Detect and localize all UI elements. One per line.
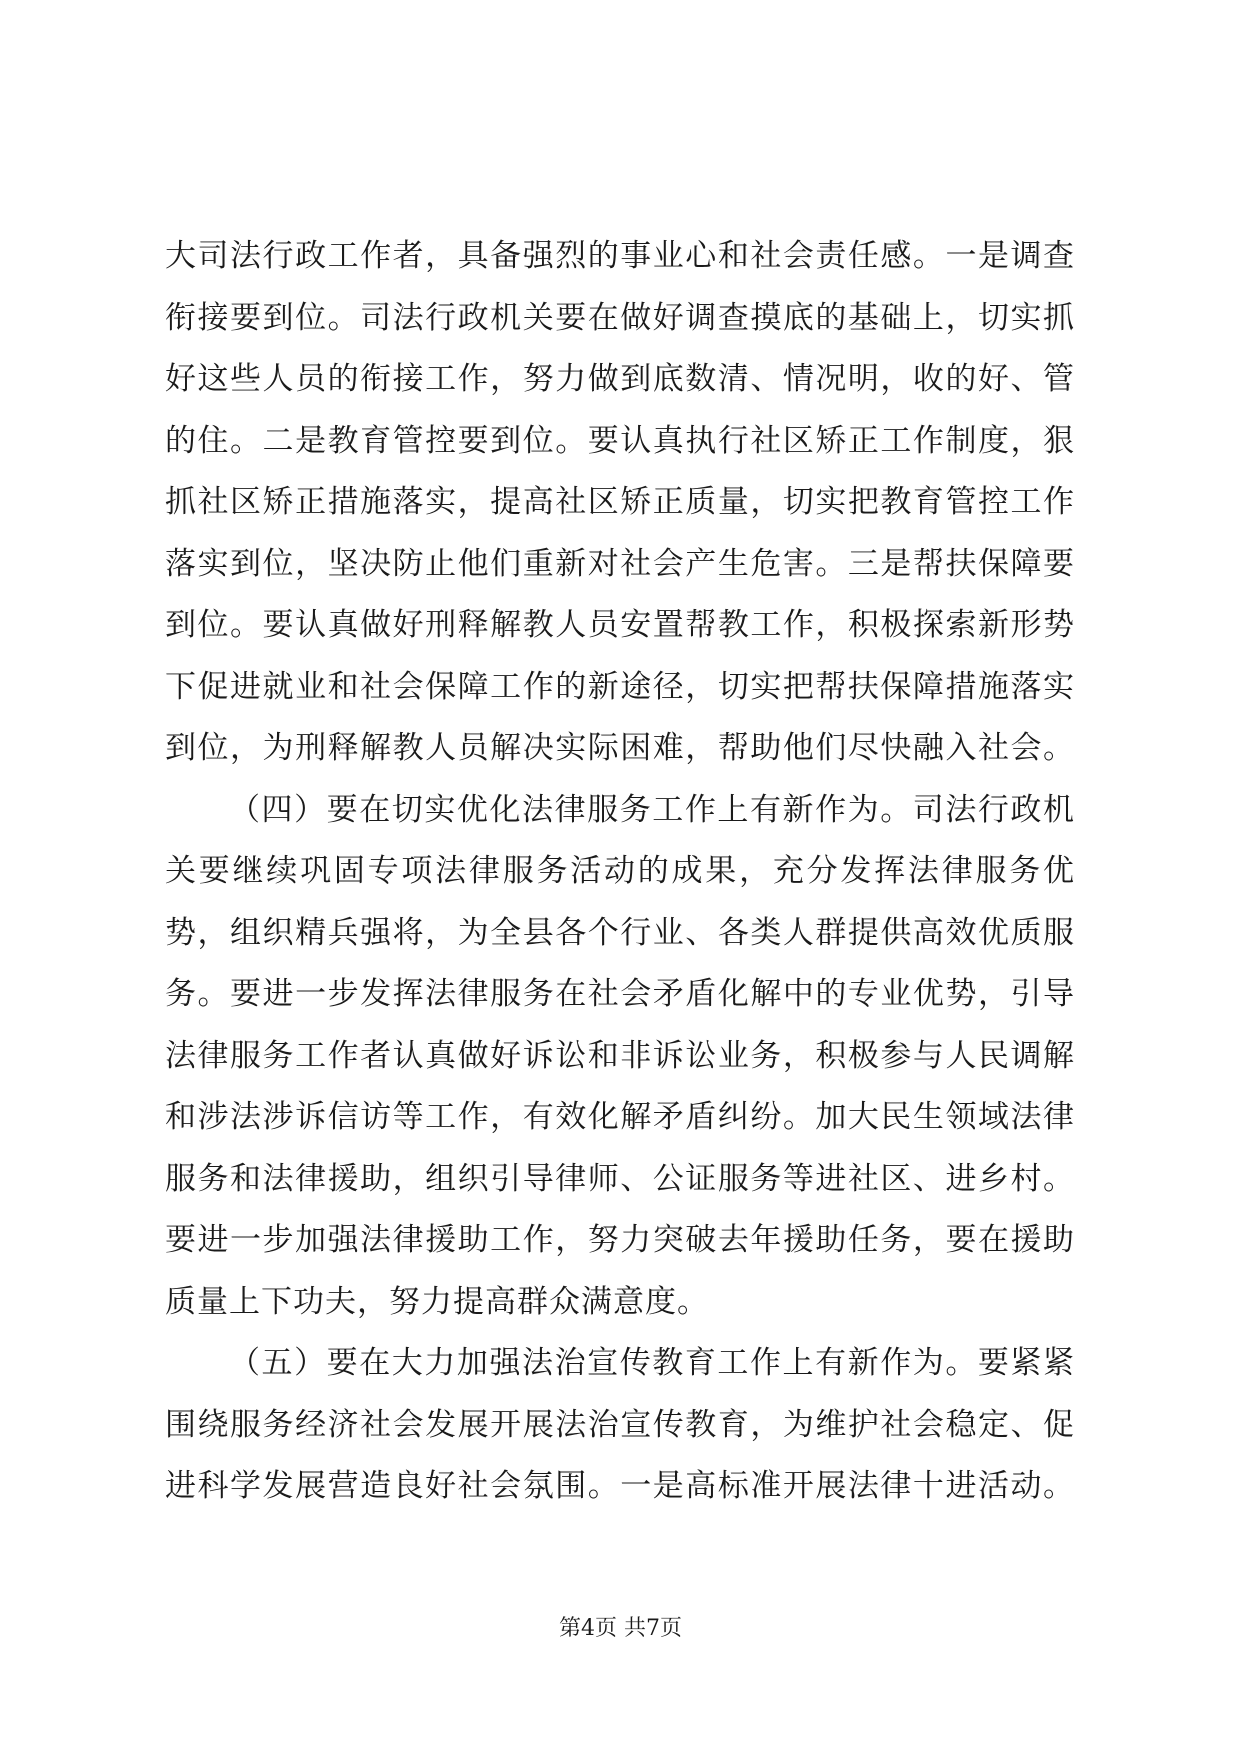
document-body <box>165 226 1075 1518</box>
paragraph-section-five: （五）要在大力加强法治宣传教育工作上有新作为。要紧紧围绕服务经济社会发展开展法治宣传教育，为维护社会稳定、促进科学发展营造良好社会氛围。一是高标准开展法律十进活动。 <box>165 1345 1075 1504</box>
paragraph-section-four: （四）要在切实优化法律服务工作上有新作为。司法行政机关要继续巩固专项法律服务活动的成果，充分发挥法律服务优势，组织精兵强将，为全县各个行业、各类人群提供高效优质服务。要进一步发挥法律服务在社会矛盾化解中的专业优势，引导法律服务工作者认真做好诉讼和非诉讼业务，积极参与人民调解和涉法涉诉信访等工作，有效化解矛盾纠纷。加大民生领域法律服务和法律援助，组织引导律师、公证服务等进社区、进乡村。要进一步加强法律援助工作，努力突破去年援助任务，要在援助质量上下功夫，努力提高群众满意度。 <box>165 791 1075 1320</box>
paragraph-continuation: 大司法行政工作者，具备强烈的事业心和社会责任感。一是调查衔接要到位。司法行政机关要在做好调查摸底的基础上，切实抓好这些人员的衔接工作，努力做到底数清、情况明，收的好、管的住。二是教育管控要到位。要认真执行社区矫正工作制度，狠抓社区矫正措施落实，提高社区矫正质量，切实把教育管控工作落实到位，坚决防止他们重新对社会产生危害。三是帮扶保障要到位。要认真做好刑释解教人员安置帮教工作，积极探索新形势下促进就业和社会保障工作的新途径，切实把帮扶保障措施落实到位，为刑释解教人员解决实际困难，帮助他们尽快融入社会。 <box>165 238 1075 766</box>
page-number-footer: 第4页 共7页 <box>559 1616 682 1641</box>
